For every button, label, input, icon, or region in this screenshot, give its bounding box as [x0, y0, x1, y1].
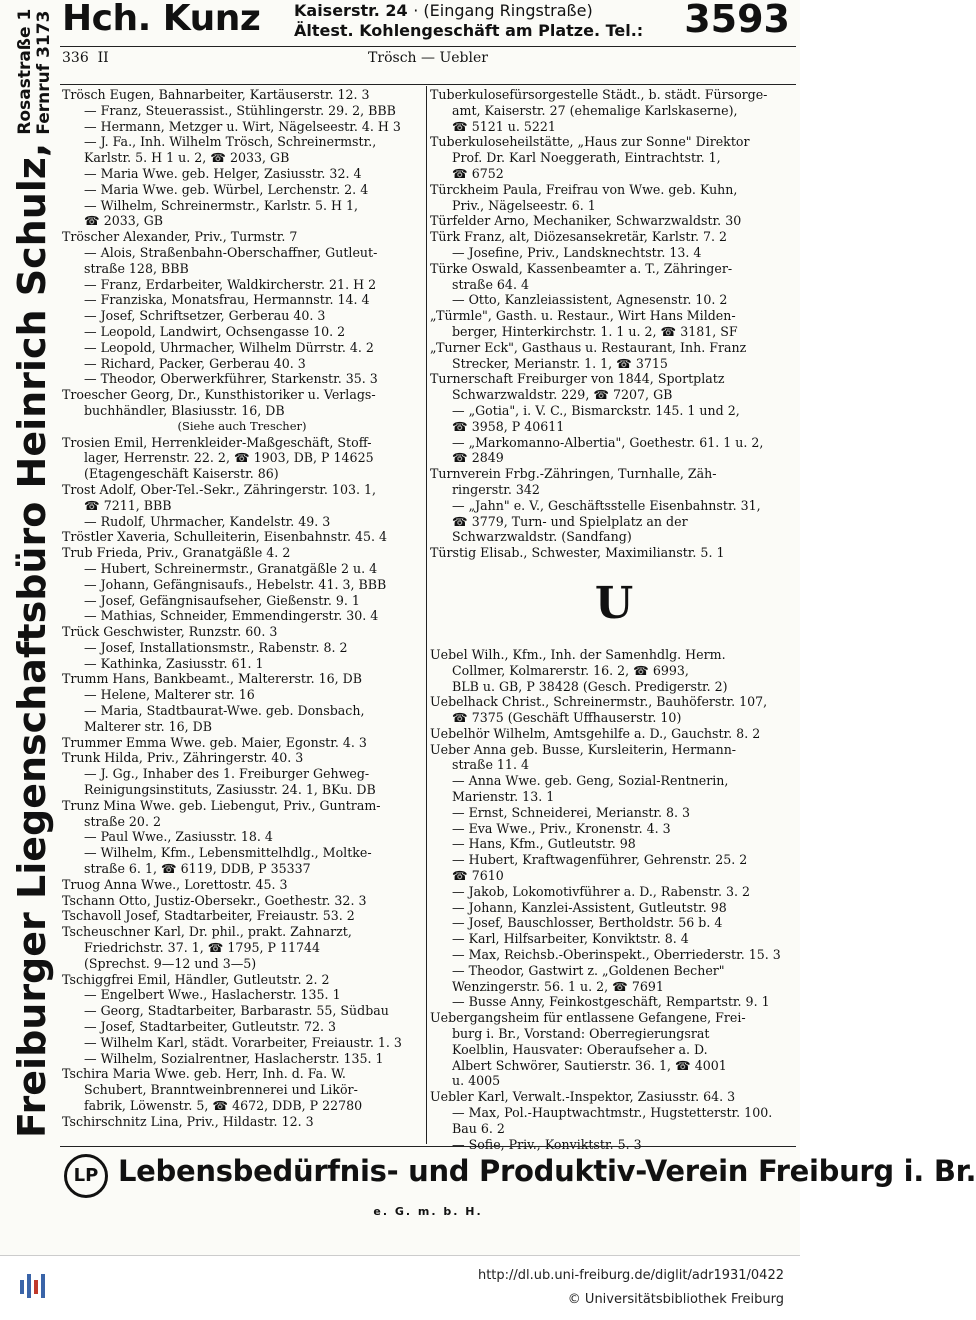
page-line: [62, 50, 794, 70]
directory-entry: amt, Kaiserstr. 27 (ehemalige Karlskaserne),: [452, 102, 738, 118]
side-advertisement: [10, 9, 54, 1138]
side-ad-address: Rosastraße 1: [15, 8, 35, 135]
directory-entry: Uebel Wilh., Kfm., Inh. der Samenhdlg. Herm.: [430, 646, 726, 662]
directory-entry: Collmer, Kolmarerstr. 16. 2, ☎ 6993,: [452, 662, 689, 678]
advertiser-name: Hch. Kunz: [62, 0, 261, 39]
directory-entry: — Josef, Installationsmstr., Rabenstr. 8. 2: [84, 639, 348, 655]
directory-entry: (Sprechst. 9—12 und 3—5): [84, 955, 257, 971]
directory-entry: — J. Fa., Inh. Wilhelm Trösch, Schreinermstr.,: [84, 134, 377, 150]
directory-entry: — Ernst, Schneiderei, Merianstr. 8. 3: [452, 804, 691, 820]
directory-entry: — Alois, Straßenbahn-Oberschaffner, Gutleut-: [84, 244, 378, 260]
right-column: [430, 87, 798, 1152]
directory-entry: — Josef, Stadtarbeiter, Gutleutstr. 72. 3: [84, 1019, 337, 1035]
advertiser-entrance: · (Eingang Ringstraße): [413, 1, 593, 20]
directory-entry: u. 4005: [452, 1073, 501, 1089]
directory-entry: Reinigungsinstituts, Zasiusstr. 24. 1, BKu. DB: [84, 782, 376, 798]
directory-entry: Türke Oswald, Kassenbeamter a. T., Zähringer-: [430, 260, 733, 276]
directory-entry: Bau 6. 2: [452, 1120, 505, 1136]
footer-rule: [60, 1146, 796, 1147]
directory-entry: Türk Franz, alt, Diözesansekretär, Karlstr. 7. 2: [430, 229, 728, 245]
right-column-u-entries: [430, 647, 798, 1153]
header-rule: [60, 46, 796, 47]
directory-entry: ☎ 2033, GB: [84, 213, 164, 229]
directory-entry: — Maria Wwe. geb. Helger, Zasiusstr. 32. 4: [84, 165, 362, 181]
directory-entry: — Mathias, Schneider, Emmendingerstr. 30. 4: [84, 608, 379, 624]
directory-entry: lager, Herrenstr. 22. 2, ☎ 1903, DB, P 14625: [84, 450, 374, 466]
directory-entry: Schwarzwaldstr. 229, ☎ 7207, GB: [452, 387, 673, 403]
directory-entry: Trösch Eugen, Bahnarbeiter, Kartäuserstr. 12. 3: [62, 87, 370, 102]
directory-entry: — Franz, Steuerassist., Stühlingerstr. 29. 2, BBB: [84, 102, 396, 118]
side-ad-phone: Fernruf 3173: [34, 10, 54, 135]
footer-ad-subtitle: e. G. m. b. H.: [373, 1205, 483, 1218]
bottom-bar: [0, 1255, 800, 1320]
directory-entry: Uebler Karl, Verwalt.-Inspektor, Zasiusstr. 64. 3: [430, 1089, 736, 1105]
directory-entry: — Hubert, Schreinermstr., Granatgäßle 2 u. 4: [84, 560, 378, 576]
directory-entry: Uebergangsheim für entlassene Gefangene, Frei-: [430, 1010, 746, 1026]
footer-ad-title: Lebensbedürfnis- und Produktiv-Verein Freiburg i. Br.: [118, 1154, 976, 1188]
left-column: [62, 87, 422, 1130]
running-head: Trösch — Uebler: [368, 50, 488, 66]
directory-entry: Malterer str. 16, DB: [84, 718, 212, 734]
directory-entry: — Wilhelm, Schreinermstr., Karlstr. 5. H 1,: [84, 197, 359, 213]
directory-entry: Tröstler Xaveria, Schulleiterin, Eisenbahnstr. 45. 4: [62, 529, 388, 545]
directory-entry: — Leopold, Landwirt, Ochsengasse 10. 2: [84, 323, 346, 339]
lp-logo-icon: LP: [64, 1154, 108, 1198]
directory-entry: Tscheuschner Karl, Dr. phil., prakt. Zahnarzt,: [62, 924, 352, 940]
directory-entry: Turnerschaft Freiburger von 1844, Sportplatz: [430, 371, 725, 387]
directory-entry: Tuberkulosefürsorgestelle Städt., b. städt. Fürsorge-: [430, 87, 768, 102]
directory-entry: fabrik, Löwenstr. 5, ☎ 4672, DDB, P 22780: [84, 1098, 363, 1113]
directory-entry: — Johann, Gefängnisaufs., Hebelstr. 41. 3, BBB: [84, 576, 387, 592]
directory-entry: berger, Hinterkirchstr. 1. 1 u. 2, ☎ 3181, SF: [452, 323, 738, 339]
directory-entry: Albert Schwörer, Sautierstr. 36. 1, ☎ 4001: [452, 1057, 727, 1073]
directory-entry: buchhändler, Blasiusstr. 16, DB: [84, 402, 285, 418]
directory-entry: — Franziska, Monatsfrau, Hermannstr. 14. 4: [84, 292, 370, 308]
directory-entry: Karlstr. 5. H 1 u. 2, ☎ 2033, GB: [84, 150, 290, 166]
directory-entry: Marienstr. 13. 1: [452, 789, 555, 805]
directory-entry: Trunz Mina Wwe. geb. Liebengut, Priv., Guntram-: [62, 797, 381, 813]
directory-entry: Schubert, Branntweinbrennerei und Likör-: [84, 1082, 358, 1098]
directory-entry: — Johann, Kanzlei-Assistent, Gutleutstr. 98: [452, 899, 727, 915]
directory-entry: — Otto, Kanzleiassistent, Agnesenstr. 10. 2: [452, 292, 728, 308]
directory-entry: — Theodor, Oberwerkführer, Starkenstr. 35. 3: [84, 371, 378, 387]
footer-advertisement: [60, 1150, 976, 1230]
page-number: 336: [62, 50, 89, 66]
directory-entry: — „Gotia", i. V. C., Bismarckstr. 145. 1 und 2,: [452, 402, 740, 418]
directory-entry: — Hermann, Metzger u. Wirt, Nägelseestr. 4. H 3: [84, 118, 401, 134]
directory-entry: „Türmle", Gasth. u. Restaur., Wirt Hans Milden-: [430, 308, 736, 324]
directory-entry: — Georg, Stadtarbeiter, Barbarastr. 55, Südbau: [84, 1003, 389, 1019]
directory-entry: Tschirschnitz Lina, Priv., Hildastr. 12. 3: [62, 1113, 314, 1129]
ub-freiburg-logo-icon[interactable]: [18, 1270, 50, 1302]
directory-entry: Trück Geschwister, Runzstr. 60. 3: [62, 624, 278, 640]
directory-entry: ringerstr. 342: [452, 481, 540, 497]
directory-entry: — „Markomanno-Albertia", Goethestr. 61. 1 u. 2,: [452, 434, 764, 450]
directory-entry: — Kathinka, Zasiusstr. 61. 1: [84, 655, 264, 671]
directory-entry: — Franz, Erdarbeiter, Waldkircherstr. 21. H 2: [84, 276, 377, 292]
directory-entry: Wenzingerstr. 56. 1 u. 2, ☎ 7691: [452, 978, 664, 994]
directory-entry: — Engelbert Wwe., Haslacherstr. 135. 1: [84, 987, 341, 1003]
directory-entry: — J. Gg., Inhaber des 1. Freiburger Gehweg-: [84, 766, 370, 782]
directory-entry: — Josef, Gefängnisaufseher, Gießenstr. 9. 1: [84, 592, 360, 608]
directory-entry: (Siehe auch Trescher): [177, 418, 307, 433]
directory-entry: Trub Frieda, Priv., Granatgäßle 4. 2: [62, 545, 291, 561]
directory-entry: — Anna Wwe. geb. Geng, Sozial-Rentnerin,: [452, 773, 729, 789]
directory-entry: BLB u. GB, P 38428 (Gesch. Predigerstr. 2): [452, 678, 728, 694]
directory-entry: Prof. Dr. Karl Noeggerath, Eintrachtstr. 1,: [452, 150, 721, 166]
directory-entry: — Busse Anny, Feinkostgeschäft, Rempartstr. 9. 1: [452, 994, 770, 1010]
directory-entry: Trosien Emil, Herrenkleider-Maßgeschäft, Stoff-: [62, 434, 372, 450]
directory-entry: straße 20. 2: [84, 813, 161, 829]
side-ad-contact: [16, 9, 54, 135]
directory-entry: Truog Anna Wwe., Lorettostr. 45. 3: [62, 876, 288, 892]
directory-entry: ☎ 7375 (Geschäft Uffhauserstr. 10): [452, 710, 682, 726]
directory-entry: Tschann Otto, Justiz-Obersekr., Goethestr. 32. 3: [62, 892, 367, 908]
directory-entry: ☎ 2849: [452, 450, 504, 466]
header-advertisement: [62, 0, 800, 44]
directory-entry: Tschira Maria Wwe. geb. Herr, Inh. d. Fa. W.: [62, 1066, 346, 1082]
directory-entry: (Etagengeschäft Kaiserstr. 86): [84, 466, 279, 482]
directory-entry: ☎ 6752: [452, 165, 504, 181]
directory-entry: straße 11. 4: [452, 757, 529, 773]
directory-entry: „Turner Eck", Gasthaus u. Restaurant, Inh. Franz: [430, 339, 747, 355]
directory-entry: — „Jahn" e. V., Geschäftsstelle Eisenbahnstr. 31,: [452, 497, 761, 513]
directory-entry: Schwarzwaldstr. (Sandfang): [452, 529, 632, 545]
side-ad-name: Freiburger Liegenschaftsbüro Heinrich Schulz,: [10, 142, 54, 1138]
directory-entry: — Maria, Stadtbaurat-Wwe. geb. Donsbach,: [84, 703, 365, 719]
directory-entry: — Richard, Packer, Gerberau 40. 3: [84, 355, 306, 371]
directory-entry: Trummer Emma Wwe. geb. Maier, Egonstr. 4. 3: [62, 734, 367, 750]
directory-entry: — Jakob, Lokomotivführer a. D., Rabenstr. 3. 2: [452, 883, 750, 899]
directory-entry: — Hans, Kfm., Gutleutstr. 98: [452, 836, 636, 852]
directory-entry: Uebelhack Christ., Schreinermstr., Bauhöferstr. 107,: [430, 694, 768, 710]
directory-entry: Trost Adolf, Ober-Tel.-Sekr., Zähringerstr. 103. 1,: [62, 481, 376, 497]
directory-entry: Trunk Hilda, Priv., Zähringerstr. 40. 3: [62, 750, 304, 766]
directory-entry: — Eva Wwe., Priv., Kronenstr. 4. 3: [452, 820, 671, 836]
directory-entry: — Karl, Hilfsarbeiter, Konviktstr. 8. 4: [452, 931, 689, 947]
directory-entry: — Hubert, Kraftwagenführer, Gehrenstr. 25. 2: [452, 852, 748, 868]
directory-entry: Troescher Georg, Dr., Kunsthistoriker u. Verlags-: [62, 387, 376, 403]
directory-entry: — Paul Wwe., Zasiusstr. 18. 4: [84, 829, 273, 845]
page-section: II: [97, 50, 109, 66]
directory-entry: Friedrichstr. 37. 1, ☎ 1795, P 11744: [84, 940, 321, 956]
copyright-notice: © Universitätsbibliothek Freiburg: [567, 1292, 784, 1307]
directory-entry: — Maria Wwe. geb. Würbel, Lerchenstr. 2. 4: [84, 181, 369, 197]
directory-entry: ☎ 3779, Turn- und Spielplatz an der: [452, 513, 688, 529]
directory-entry: Uebelhör Wilhelm, Amtsgehilfe a. D., Gauchstr. 8. 2: [430, 725, 761, 741]
directory-entry: Türstig Elisab., Schwester, Maximilianstr. 5. 1: [430, 545, 725, 561]
directory-entry: straße 6. 1, ☎ 6119, DDB, P 35337: [84, 861, 311, 877]
directory-entry: straße 128, BBB: [84, 260, 189, 276]
directory-entry: — Max, Pol.-Hauptwachtmstr., Hugstetterstr. 100.: [452, 1105, 773, 1121]
directory-entry: — Max, Reichsb.-Oberinspekt., Oberriederstr. 15. 3: [452, 947, 781, 963]
directory-entry: Ueber Anna geb. Busse, Kursleiterin, Hermann-: [430, 741, 737, 757]
directory-entry: — Helene, Malterer str. 16: [84, 687, 255, 703]
directory-entry: — Josefine, Priv., Landsknechtstr. 13. 4: [452, 244, 702, 260]
directory-entry: ☎ 5121 u. 5221: [452, 118, 556, 134]
directory-entry: Trumm Hans, Bankbeamt., Maltererstr. 16, DB: [62, 671, 363, 687]
section-letter: U: [594, 577, 634, 629]
directory-entry: Priv., Nägelseestr. 6. 1: [452, 197, 596, 213]
directory-entry: Strecker, Merianstr. 1. 1, ☎ 3715: [452, 355, 668, 371]
column-divider: [426, 86, 427, 1144]
right-column-t-entries: [430, 87, 798, 561]
document-url-link[interactable]: http://dl.ub.uni-freiburg.de/diglit/adr1931/0422: [477, 1268, 784, 1283]
directory-entry: Tschavoll Josef, Stadtarbeiter, Freiaustr. 53. 2: [62, 908, 355, 924]
directory-entry: — Wilhelm, Kfm., Lebensmittelhdlg., Moltke-: [84, 845, 372, 861]
directory-entry: ☎ 7610: [452, 868, 504, 884]
directory-entry: — Josef, Schriftsetzer, Gerberau 40. 3: [84, 308, 326, 324]
directory-entry: Türfelder Arno, Mechaniker, Schwarzwaldstr. 30: [430, 213, 742, 229]
directory-entry: — Josef, Bauschlosser, Bertholdstr. 56 b. 4: [452, 915, 723, 931]
directory-entry: — Theodor, Gastwirt z. „Goldenen Becher": [452, 962, 725, 978]
directory-entry: — Sofie, Priv., Konviktstr. 5. 3: [452, 1136, 642, 1152]
directory-entry: ☎ 7211, BBB: [84, 497, 172, 513]
directory-entry: ☎ 3958, P 40611: [452, 418, 565, 434]
page-line-rule: [60, 84, 796, 85]
directory-entry: Turnverein Frbg.-Zähringen, Turnhalle, Zäh-: [430, 466, 717, 482]
directory-entry: Tschiggfrei Emil, Händler, Gutleutstr. 2. 2: [62, 971, 330, 987]
directory-entry: — Leopold, Uhrmacher, Wilhelm Dürrstr. 4. 2: [84, 339, 374, 355]
directory-entry: burg i. Br., Vorstand: Oberregierungsrat: [452, 1026, 710, 1042]
advertiser-phone: 3593: [684, 0, 790, 41]
directory-entry: Tuberkuloseheilstätte, „Haus zur Sonne" Direktor: [430, 134, 750, 150]
directory-entry: Türckheim Paula, Freifrau von Wwe. geb. Kuhn,: [430, 181, 738, 197]
directory-entry: Koelblin, Hausvater: Oberaufseher a. D.: [452, 1041, 708, 1057]
advertiser-address-block: [294, 1, 643, 41]
directory-entry: straße 64. 4: [452, 276, 529, 292]
directory-entry: — Wilhelm Karl, städt. Vorarbeiter, Freiaustr. 1. 3: [84, 1034, 402, 1050]
directory-entry: Tröscher Alexander, Priv., Turmstr. 7: [62, 229, 298, 245]
advertiser-tagline: Ältest. Kohlengeschäft am Platze. Tel.:: [294, 21, 644, 40]
directory-entry: — Wilhelm, Sozialrentner, Haslacherstr. 135. 1: [84, 1050, 384, 1066]
directory-entry: — Rudolf, Uhrmacher, Kandelstr. 49. 3: [84, 513, 331, 529]
advertiser-address: Kaiserstr. 24: [294, 1, 408, 20]
